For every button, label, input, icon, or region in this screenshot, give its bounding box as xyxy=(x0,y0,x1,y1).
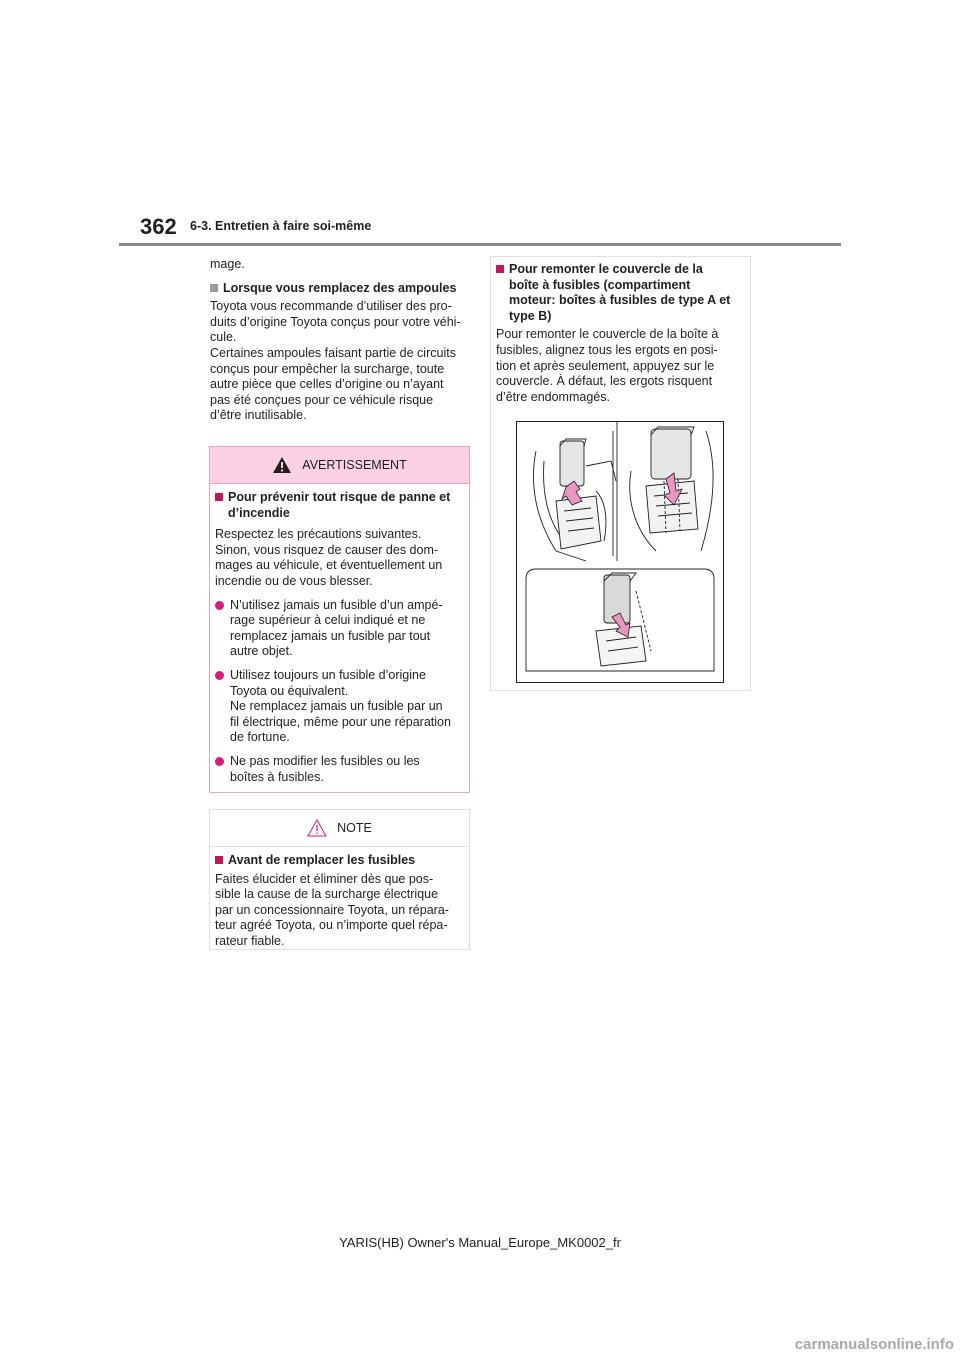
note-box xyxy=(209,809,470,950)
warning-heading-line: Pour prévenir tout risque de panne et xyxy=(228,490,451,504)
warning-bullet xyxy=(215,598,464,660)
bullet-line: Toyota ou équivalent. xyxy=(230,683,349,698)
square-bullet-icon xyxy=(215,493,223,501)
bulbs-line: duits d’origine Toyota conçus pour votre véhi- xyxy=(210,314,461,329)
fusebox-cover-body xyxy=(491,257,750,405)
bulbs-paragraph xyxy=(210,299,472,424)
bullet-line: autre objet. xyxy=(230,644,293,659)
warning-heading xyxy=(215,490,464,521)
paragraph-line: fusibles, alignez tous les ergots en posi- xyxy=(496,342,718,357)
paragraph-line: Pour remonter le couvercle de la boîte à xyxy=(496,327,719,342)
paragraph-line: tion et après seulement, appuyez sur le xyxy=(496,358,715,373)
note-heading-text: Avant de remplacer les fusibles xyxy=(228,853,416,867)
watermark: carmanualsonline.info xyxy=(794,1336,954,1353)
warning-triangle-icon xyxy=(272,456,292,474)
round-bullet-icon xyxy=(215,601,224,610)
warning-intro-line: Respectez les précautions suivantes. xyxy=(215,527,422,542)
header-rule xyxy=(119,243,841,246)
bulbs-line: pas été conçues pour ce véhicule risque xyxy=(210,392,434,407)
bulbs-line: d’être inutilisable. xyxy=(210,408,307,423)
bulbs-line: Certaines ampoules faisant partie de circuits xyxy=(210,345,456,360)
square-bullet-icon xyxy=(215,856,223,864)
warning-intro-line: mages au véhicule, et éventuellement un xyxy=(215,558,443,573)
left-column xyxy=(210,257,472,424)
paragraph-line: d’être endommagés. xyxy=(496,389,610,404)
note-line: sible la cause de la surcharge électrique xyxy=(215,887,439,902)
bullet-line: N’utilisez jamais un fusible d’un ampé- xyxy=(230,597,443,612)
warning-intro-line: incendie ou de vous blesser. xyxy=(215,573,373,588)
warning-box xyxy=(209,446,470,793)
bullet-line: de fortune. xyxy=(230,730,290,745)
note-body xyxy=(210,847,469,950)
bullet-line: remplacez jamais un fusible par tout xyxy=(230,628,431,643)
paragraph-line: couvercle. À défaut, les ergots risquent xyxy=(496,374,713,389)
bullet-line: Utilisez toujours un fusible d’origine xyxy=(230,667,426,682)
note-line: teur agréé Toyota, ou n’importe quel répa- xyxy=(215,918,448,933)
heading-line: type B) xyxy=(509,308,552,323)
bulbs-heading xyxy=(210,281,472,297)
square-bullet-icon xyxy=(496,265,504,273)
bulbs-line: Toyota vous recommande d’utiliser des pro- xyxy=(210,299,452,314)
heading-line: boîte à fusibles (compartiment xyxy=(509,277,691,292)
warning-bullet xyxy=(215,668,464,746)
heading-line: Pour remonter le couvercle de la xyxy=(509,262,703,276)
fusebox-cover-heading xyxy=(496,262,745,324)
bullet-line: Ne remplacez jamais un fusible par un xyxy=(230,699,443,714)
round-bullet-icon xyxy=(215,671,224,680)
square-bullet-icon xyxy=(210,284,218,292)
warning-intro xyxy=(215,527,464,589)
warning-heading-line: d’incendie xyxy=(228,505,290,520)
caution-triangle-icon xyxy=(307,819,327,837)
fusebox-cover-heading-text xyxy=(509,262,730,324)
warning-heading-text xyxy=(228,490,450,521)
bullet-line: rage supérieur à celui indiqué et ne xyxy=(230,613,426,628)
note-paragraph xyxy=(215,872,464,950)
round-bullet-icon xyxy=(215,757,224,766)
warning-intro-line: Sinon, vous risquez de causer des dom- xyxy=(215,542,439,557)
warning-bullet xyxy=(215,754,464,785)
bulbs-heading-text: Lorsque vous remplacez des ampoules xyxy=(223,280,457,295)
fusebox-cover-paragraph xyxy=(496,327,745,405)
note-line: rateur fiable. xyxy=(215,933,285,948)
warning-body xyxy=(210,484,469,785)
heading-line: moteur: boîtes à fusibles de type A et xyxy=(509,293,731,308)
warning-header xyxy=(210,447,469,484)
note-line: Faites élucider et éliminer dès que pos- xyxy=(215,871,434,886)
bullet-line: fil électrique, même pour une réparation xyxy=(230,714,451,729)
note-title: NOTE xyxy=(337,821,372,835)
footer-manual-title: YARIS(HB) Owner's Manual_Europe_MK0002_fr xyxy=(339,1235,621,1250)
note-line: par un concessionnaire Toyota, un répara- xyxy=(215,902,449,917)
bullet-line: boîtes à fusibles. xyxy=(230,769,324,784)
fusebox-cover-illustration xyxy=(516,421,724,683)
section-title: 6-3. Entretien à faire soi-même xyxy=(190,219,372,233)
bullet-line: Ne pas modifier les fusibles ou les xyxy=(230,753,420,768)
bulbs-line: autre pièce que celles d’origine ou n’ayant xyxy=(210,377,444,392)
page-number: 362 xyxy=(140,214,177,239)
note-heading xyxy=(215,853,464,869)
bulbs-line: conçus pour empêcher la surcharge, toute xyxy=(210,361,445,376)
note-header xyxy=(210,810,469,847)
bulbs-line: cule. xyxy=(210,330,237,345)
continuation-text: mage. xyxy=(210,257,245,271)
warning-title: AVERTISSEMENT xyxy=(302,458,407,472)
